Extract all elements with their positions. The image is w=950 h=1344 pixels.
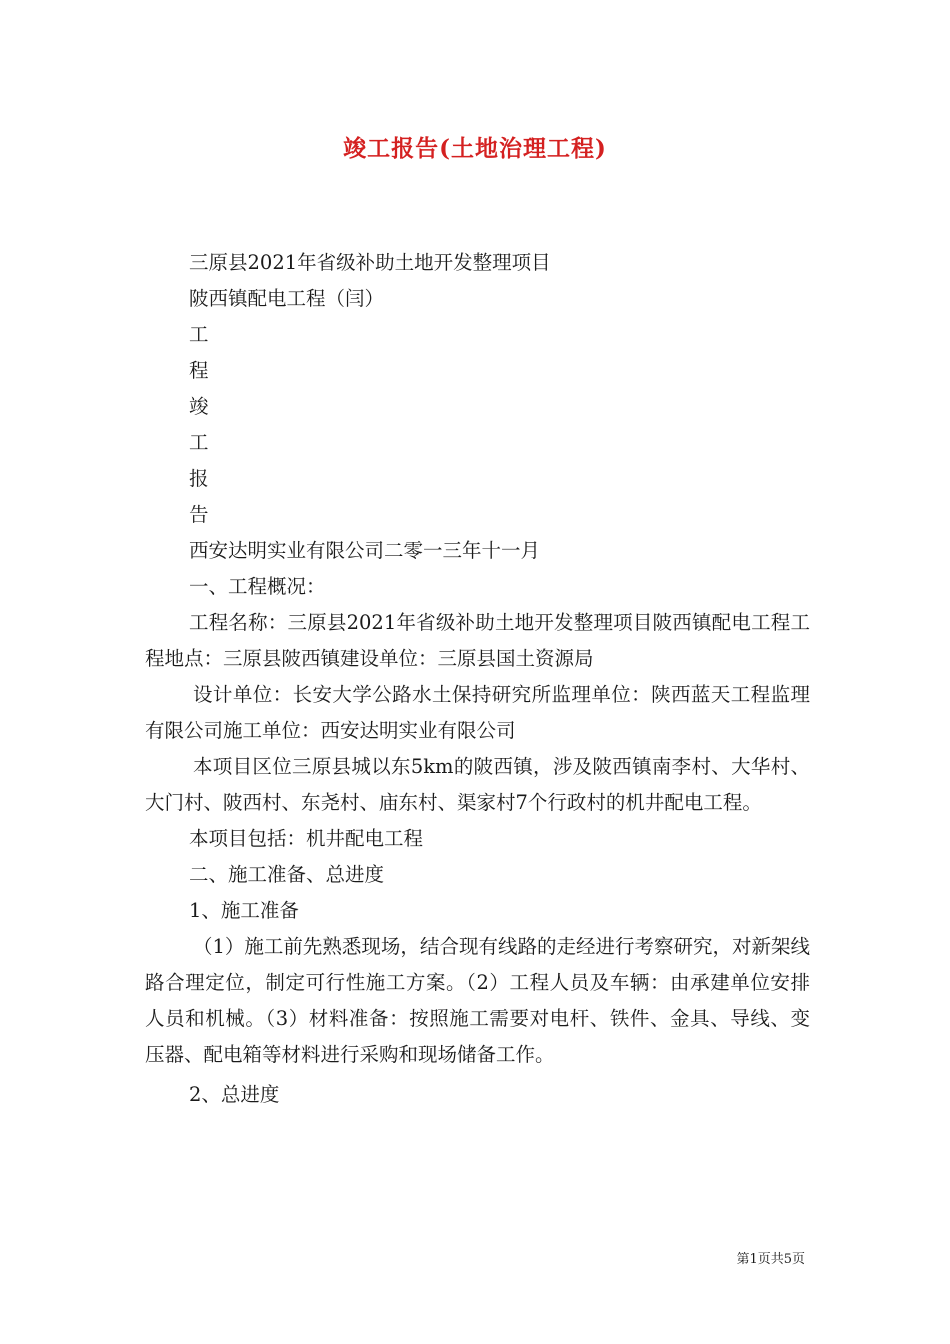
project-line-2: 陂西镇配电工程（闫） xyxy=(189,287,385,310)
company-date-line: 西安达明实业有限公司二零一三年十一月 xyxy=(189,539,541,562)
paragraph-project-scope: 本项目区位三原县城以东5km的陂西镇，涉及陂西镇南李村、大华村、大门村、陂西村、东尧村、庙东村、渠家村7个行政村的机井配电工程。 xyxy=(145,755,810,814)
page-footer: 第1页共5页 xyxy=(736,1252,805,1267)
subsection-heading-2: 2、总进度 xyxy=(189,1083,280,1106)
paragraph-preparation: （1）施工前先熟悉现场，结合现有线路的走经进行考察研究，对新架线路合理定位，制定可行性施工方案。（2）工程人员及车辆：由承建单位安排人员和机械。（3）材料准备：按照施工需要对电杆、铁件、金具、导线、变压器、配电箱等材料进行采购和现场储备工作。 xyxy=(145,935,810,1066)
vertical-char-5: 报 xyxy=(189,467,209,490)
document-title: 竣工报告(土地治理工程) xyxy=(343,135,607,162)
document-body xyxy=(145,245,810,1113)
paragraph-project-name: 工程名称：三原县2021年省级补助土地开发整理项目陂西镇配电工程工程地点：三原县陂西镇建设单位：三原县国土资源局 xyxy=(145,611,810,670)
vertical-char-4: 工 xyxy=(189,431,209,454)
vertical-char-6: 告 xyxy=(189,503,209,526)
paragraph-project-includes: 本项目包括：机井配电工程 xyxy=(189,827,424,850)
project-line-1: 三原县2021年省级补助土地开发整理项目 xyxy=(189,251,551,274)
subsection-heading-1: 1、施工准备 xyxy=(189,899,299,922)
vertical-char-2: 程 xyxy=(189,359,209,382)
vertical-char-1: 工 xyxy=(189,323,209,346)
vertical-char-3: 竣 xyxy=(189,395,209,418)
section-heading-1: 一、工程概况： xyxy=(189,575,326,598)
section-heading-2: 二、施工准备、总进度 xyxy=(189,863,385,886)
paragraph-design-unit: 设计单位：长安大学公路水土保持研究所监理单位：陕西蓝天工程监理有限公司施工单位：西安达明实业有限公司 xyxy=(145,683,810,742)
